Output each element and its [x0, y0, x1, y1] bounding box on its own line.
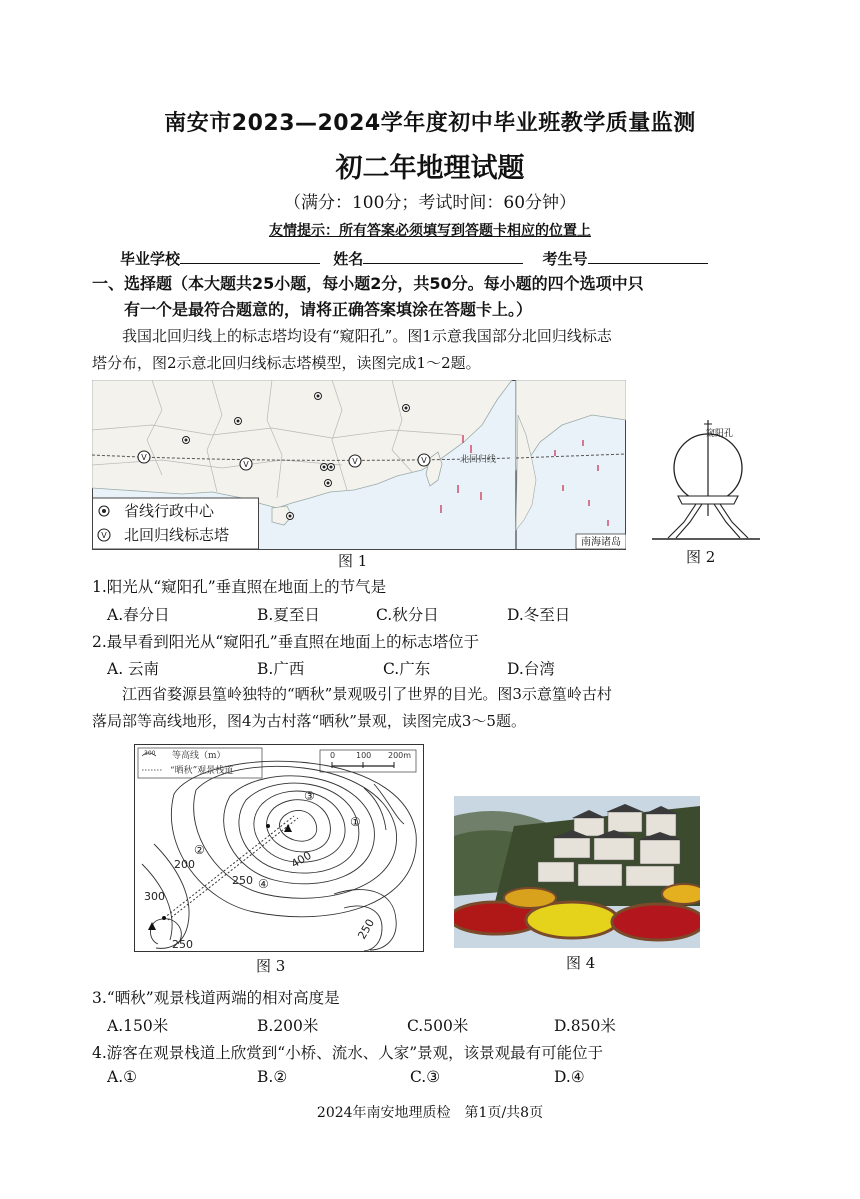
- section-heading-line2: 有一个是最符合题意的，请将正确答案填涂在答题卡上。）: [124, 300, 533, 319]
- scale-100: 100: [356, 751, 372, 760]
- field-name-blank[interactable]: [363, 249, 523, 264]
- exam-subject: 初二年地理试题: [335, 153, 525, 184]
- village-photo-svg: [454, 796, 700, 948]
- contour-label-250-a: 250: [232, 874, 253, 887]
- tropic-label: 北回归线: [460, 455, 497, 465]
- field-school-blank[interactable]: [180, 249, 320, 264]
- figure-3-contour-map: [134, 744, 424, 952]
- contour-label-250-c: 250: [172, 938, 193, 951]
- intro-paragraph-1: [92, 323, 782, 377]
- q3-option-a[interactable]: A.150米: [107, 1017, 169, 1035]
- intro1-line1: 我国北回归线上的标志塔均设有“窥阳孔”。图1示意我国部分北回归线标志: [122, 327, 612, 345]
- exam-meta: （满分：100分；考试时间：60分钟）: [283, 193, 577, 213]
- scale-200: 200m: [388, 751, 412, 760]
- exam-tip: 友情提示：所有答案必须填写到答题卡相应的位置上: [269, 223, 591, 239]
- marker-3: ③: [304, 789, 315, 803]
- scale-0: 0: [330, 751, 336, 760]
- q2-option-b[interactable]: B.广西: [257, 660, 305, 678]
- contour-label-300: 300: [144, 890, 165, 903]
- student-fields: [120, 248, 708, 269]
- exam-title: 南安市2023—2024学年度初中毕业班教学质量监测: [164, 111, 696, 136]
- figure-1-map: [92, 380, 626, 550]
- q3-option-b[interactable]: B.200米: [257, 1017, 319, 1035]
- hole-label: 窥阳孔: [706, 429, 734, 439]
- contour-label-250-b: 250: [355, 916, 378, 942]
- svg-text:V: V: [421, 456, 427, 465]
- figure-4-caption: 图 4: [566, 954, 596, 972]
- intro2-line2: 落局部等高线地形，图4为古村落“晒秋”景观，读图完成3～5题。: [92, 712, 526, 730]
- legend-contour-value: 300: [144, 750, 156, 757]
- tower-model-svg: [648, 418, 760, 544]
- field-name-label: 姓名: [333, 250, 364, 268]
- tropic-map-svg: [92, 380, 626, 550]
- q4-option-d[interactable]: D.④: [554, 1068, 585, 1086]
- q2-option-a[interactable]: A. 云南: [107, 660, 160, 678]
- question-3-stem: 3.“晒秋”观景栈道两端的相对高度是: [92, 989, 340, 1007]
- marker-2: ②: [194, 843, 205, 857]
- legend-tower-label: 北回归线标志塔: [124, 526, 230, 544]
- q1-option-b[interactable]: B.夏至日: [257, 606, 320, 624]
- q1-option-a[interactable]: A.春分日: [107, 606, 170, 624]
- q4-option-a[interactable]: A.①: [107, 1068, 138, 1086]
- marker-1: ①: [350, 815, 361, 829]
- question-2-stem: 2.最早看到阳光从“窥阳孔”垂直照在地面上的标志塔位于: [92, 633, 480, 651]
- field-id-label: 考生号: [542, 250, 588, 268]
- q4-option-b[interactable]: B.②: [257, 1068, 288, 1086]
- figure-1-caption: 图 1: [338, 552, 368, 570]
- field-school-label: 毕业学校: [120, 250, 181, 268]
- q4-option-c[interactable]: C.③: [410, 1068, 441, 1086]
- contour-label-400: 400: [289, 848, 314, 871]
- figure-2-tower: [648, 418, 760, 544]
- svg-text:V: V: [101, 531, 107, 540]
- question-4-stem: 4.游客在观景栈道上欣赏到“小桥、流水、人家”景观，该景观最有可能位于: [92, 1044, 604, 1062]
- svg-text:V: V: [243, 460, 249, 469]
- figure-4-photo: [454, 796, 700, 948]
- q3-option-d[interactable]: D.850米: [554, 1017, 616, 1035]
- q1-option-d[interactable]: D.冬至日: [507, 606, 571, 624]
- q1-option-c[interactable]: C.秋分日: [376, 606, 439, 624]
- q2-option-d[interactable]: D.台湾: [507, 660, 555, 678]
- marker-4: ④: [258, 877, 269, 891]
- field-id-blank[interactable]: [588, 249, 708, 264]
- figure-3-caption: 图 3: [256, 957, 286, 975]
- section-heading: [92, 271, 782, 323]
- intro1-line2: 塔分布，图2示意北回归线标志塔模型，读图完成1～2题。: [92, 354, 481, 372]
- svg-text:V: V: [352, 457, 358, 466]
- q2-option-c[interactable]: C.广东: [383, 660, 431, 678]
- legend-capital-label: 省线行政中心: [124, 502, 215, 520]
- intro-paragraph-2: [92, 681, 782, 735]
- q3-option-c[interactable]: C.500米: [407, 1017, 469, 1035]
- inset-label: 南海诸岛: [581, 537, 621, 548]
- page-footer: 2024年南安地理质检 第1页/共8页: [316, 1105, 544, 1121]
- intro2-line1: 江西省婺源县篁岭独特的“晒秋”景观吸引了世界的目光。图3示意篁岭古村: [122, 685, 612, 703]
- legend-contour-label: 等高线（m）: [172, 751, 226, 761]
- legend-trail-label: “晒秋”观景栈道: [170, 766, 234, 776]
- figure-2-caption: 图 2: [686, 548, 716, 566]
- question-1-stem: 1.阳光从“窥阳孔”垂直照在地面上的节气是: [92, 578, 387, 596]
- svg-text:V: V: [141, 453, 147, 462]
- contour-label-200: 200: [174, 858, 195, 871]
- contour-map-svg: [134, 744, 424, 952]
- section-heading-line1: 一、选择题（本大题共25小题，每小题2分，共50分。每小题的四个选项中只: [92, 274, 644, 293]
